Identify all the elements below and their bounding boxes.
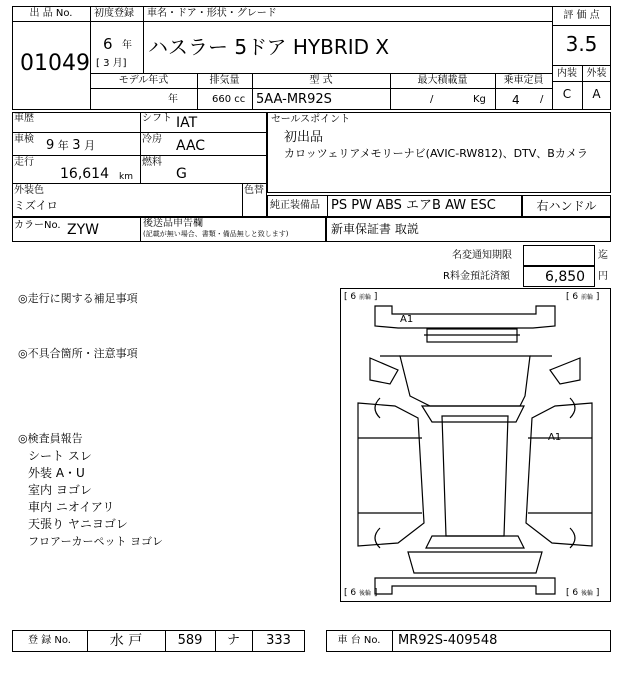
post-docs-note: (記載が無い場合、書類・備品無しと致します) bbox=[143, 230, 289, 238]
mileage: 16,614 bbox=[60, 166, 109, 182]
steering: 右ハンドル bbox=[536, 199, 597, 213]
capacity-label: 乗車定員 bbox=[503, 75, 544, 86]
warranty: 新車保証書 取説 bbox=[331, 222, 419, 236]
first-reg-label: 初度登録 bbox=[94, 8, 134, 19]
capacity-sep: / bbox=[540, 94, 544, 105]
max-load-label: 最大積載量 bbox=[417, 75, 468, 86]
report-line: 外装 A・U bbox=[28, 466, 85, 480]
registration-number: 333 bbox=[266, 633, 291, 648]
grade-label: 評 価 点 bbox=[563, 10, 600, 21]
chassis-label: 車 台 No. bbox=[337, 635, 381, 646]
recycle-amount: 6,850 bbox=[545, 269, 586, 285]
lot-no: 01049 bbox=[20, 51, 90, 76]
post-docs-label: 後送品申告欄 bbox=[143, 218, 203, 229]
sales-line2: カロッツェリアメモリーナビ(AVIC-RW812)、DTV、Bカメラ bbox=[284, 147, 588, 160]
shift: IAT bbox=[176, 115, 198, 131]
recycle-label: R料金預託済額 bbox=[443, 271, 510, 282]
report-line: シート スレ bbox=[28, 449, 92, 463]
displacement: 660 cc bbox=[212, 94, 246, 105]
registration-kana: ナ bbox=[226, 633, 240, 648]
sales-points-label: セールスポイント bbox=[271, 114, 351, 125]
fuel: G bbox=[176, 166, 187, 182]
car-name-label: 車名・ドア・形状・グレード bbox=[147, 8, 277, 19]
interior-label: 内装 bbox=[557, 68, 577, 79]
inspector-report bbox=[28, 448, 163, 550]
driving-notes-label: ◎走行に関する補足事項 bbox=[18, 292, 138, 305]
equipment: PS PW ABS エアB AW ESC bbox=[331, 198, 496, 213]
max-load-unit: Kg bbox=[473, 94, 486, 105]
ac-label: 冷房 bbox=[142, 134, 162, 145]
tire-front-left: [ 6 前輪 ] bbox=[344, 292, 378, 302]
color-no: ZYW bbox=[67, 222, 99, 238]
exterior-label: 外装 bbox=[586, 68, 607, 79]
report-line: フロアーカーペット ヨゴレ bbox=[28, 535, 163, 548]
model-year-label: モデル年式 bbox=[118, 75, 169, 86]
car-name: ハスラー 5ドア HYBRID X bbox=[148, 35, 390, 59]
inspection-label: 車検 bbox=[14, 134, 34, 145]
damage-mark-right: A1 bbox=[548, 432, 562, 443]
fuel-label: 燃料 bbox=[142, 157, 162, 168]
tire-rear-left: [ 6 後輪 ] bbox=[344, 588, 378, 598]
registration-label: 登 録 No. bbox=[28, 635, 71, 646]
mileage-label: 走行 bbox=[14, 157, 34, 168]
model-year-unit: 年 bbox=[168, 94, 178, 105]
color-change-label: 色替 bbox=[244, 185, 264, 196]
displacement-label: 排気量 bbox=[209, 75, 240, 86]
recycle-unit: 円 bbox=[598, 271, 608, 282]
color-no-label: カラーNo. bbox=[14, 220, 61, 231]
capacity: 4 bbox=[512, 93, 520, 107]
max-load: / bbox=[430, 94, 434, 105]
report-line: 室内 ヨゴレ bbox=[28, 483, 92, 497]
name-change-label: 名変通知期限 bbox=[452, 250, 512, 261]
first-reg-year-unit: 年 bbox=[122, 40, 132, 51]
shift-label: シフト bbox=[142, 113, 172, 124]
report-line: 天張り ヤニヨゴレ bbox=[28, 517, 128, 531]
chassis-number: MR92S-409548 bbox=[398, 633, 498, 648]
equipment-label: 純正装備品 bbox=[270, 200, 320, 211]
ext-color: ミズイロ bbox=[14, 199, 58, 212]
damage-mark-front: A1 bbox=[400, 314, 414, 325]
ext-color-label: 外装色 bbox=[14, 185, 44, 196]
lot-no-label: 出 品 No. bbox=[29, 8, 73, 19]
registration-place: 水 戸 bbox=[109, 633, 143, 649]
registration-class: 589 bbox=[177, 633, 203, 648]
exterior-grade: A bbox=[592, 87, 601, 101]
tire-front-right: [ 6 前輪 ] bbox=[566, 292, 600, 302]
history-label: 車歴 bbox=[14, 113, 34, 124]
model-label: 型 式 bbox=[309, 75, 333, 86]
defects-label: ◎不具合箇所・注意事項 bbox=[18, 347, 138, 360]
first-reg-month: [ 3 月] bbox=[96, 58, 127, 69]
interior-grade: C bbox=[562, 87, 572, 101]
report-line: 車内 ニオイアリ bbox=[28, 500, 115, 514]
ac: AAC bbox=[176, 138, 206, 154]
car-diagram-drawing bbox=[340, 288, 611, 602]
sales-line1: 初出品 bbox=[284, 130, 324, 145]
inspector-label: ◎検査員報告 bbox=[18, 432, 83, 445]
first-reg-year: 6 bbox=[103, 35, 113, 53]
name-change-field bbox=[523, 245, 595, 266]
grade: 3.5 bbox=[565, 32, 598, 56]
mileage-unit: km bbox=[119, 172, 133, 182]
tire-rear-right: [ 6 後輪 ] bbox=[566, 588, 600, 598]
model-code: 5AA-MR92S bbox=[256, 92, 332, 107]
inspection-date: 9 年 3 月 bbox=[46, 138, 96, 153]
name-change-unit: 迄 bbox=[598, 250, 608, 261]
